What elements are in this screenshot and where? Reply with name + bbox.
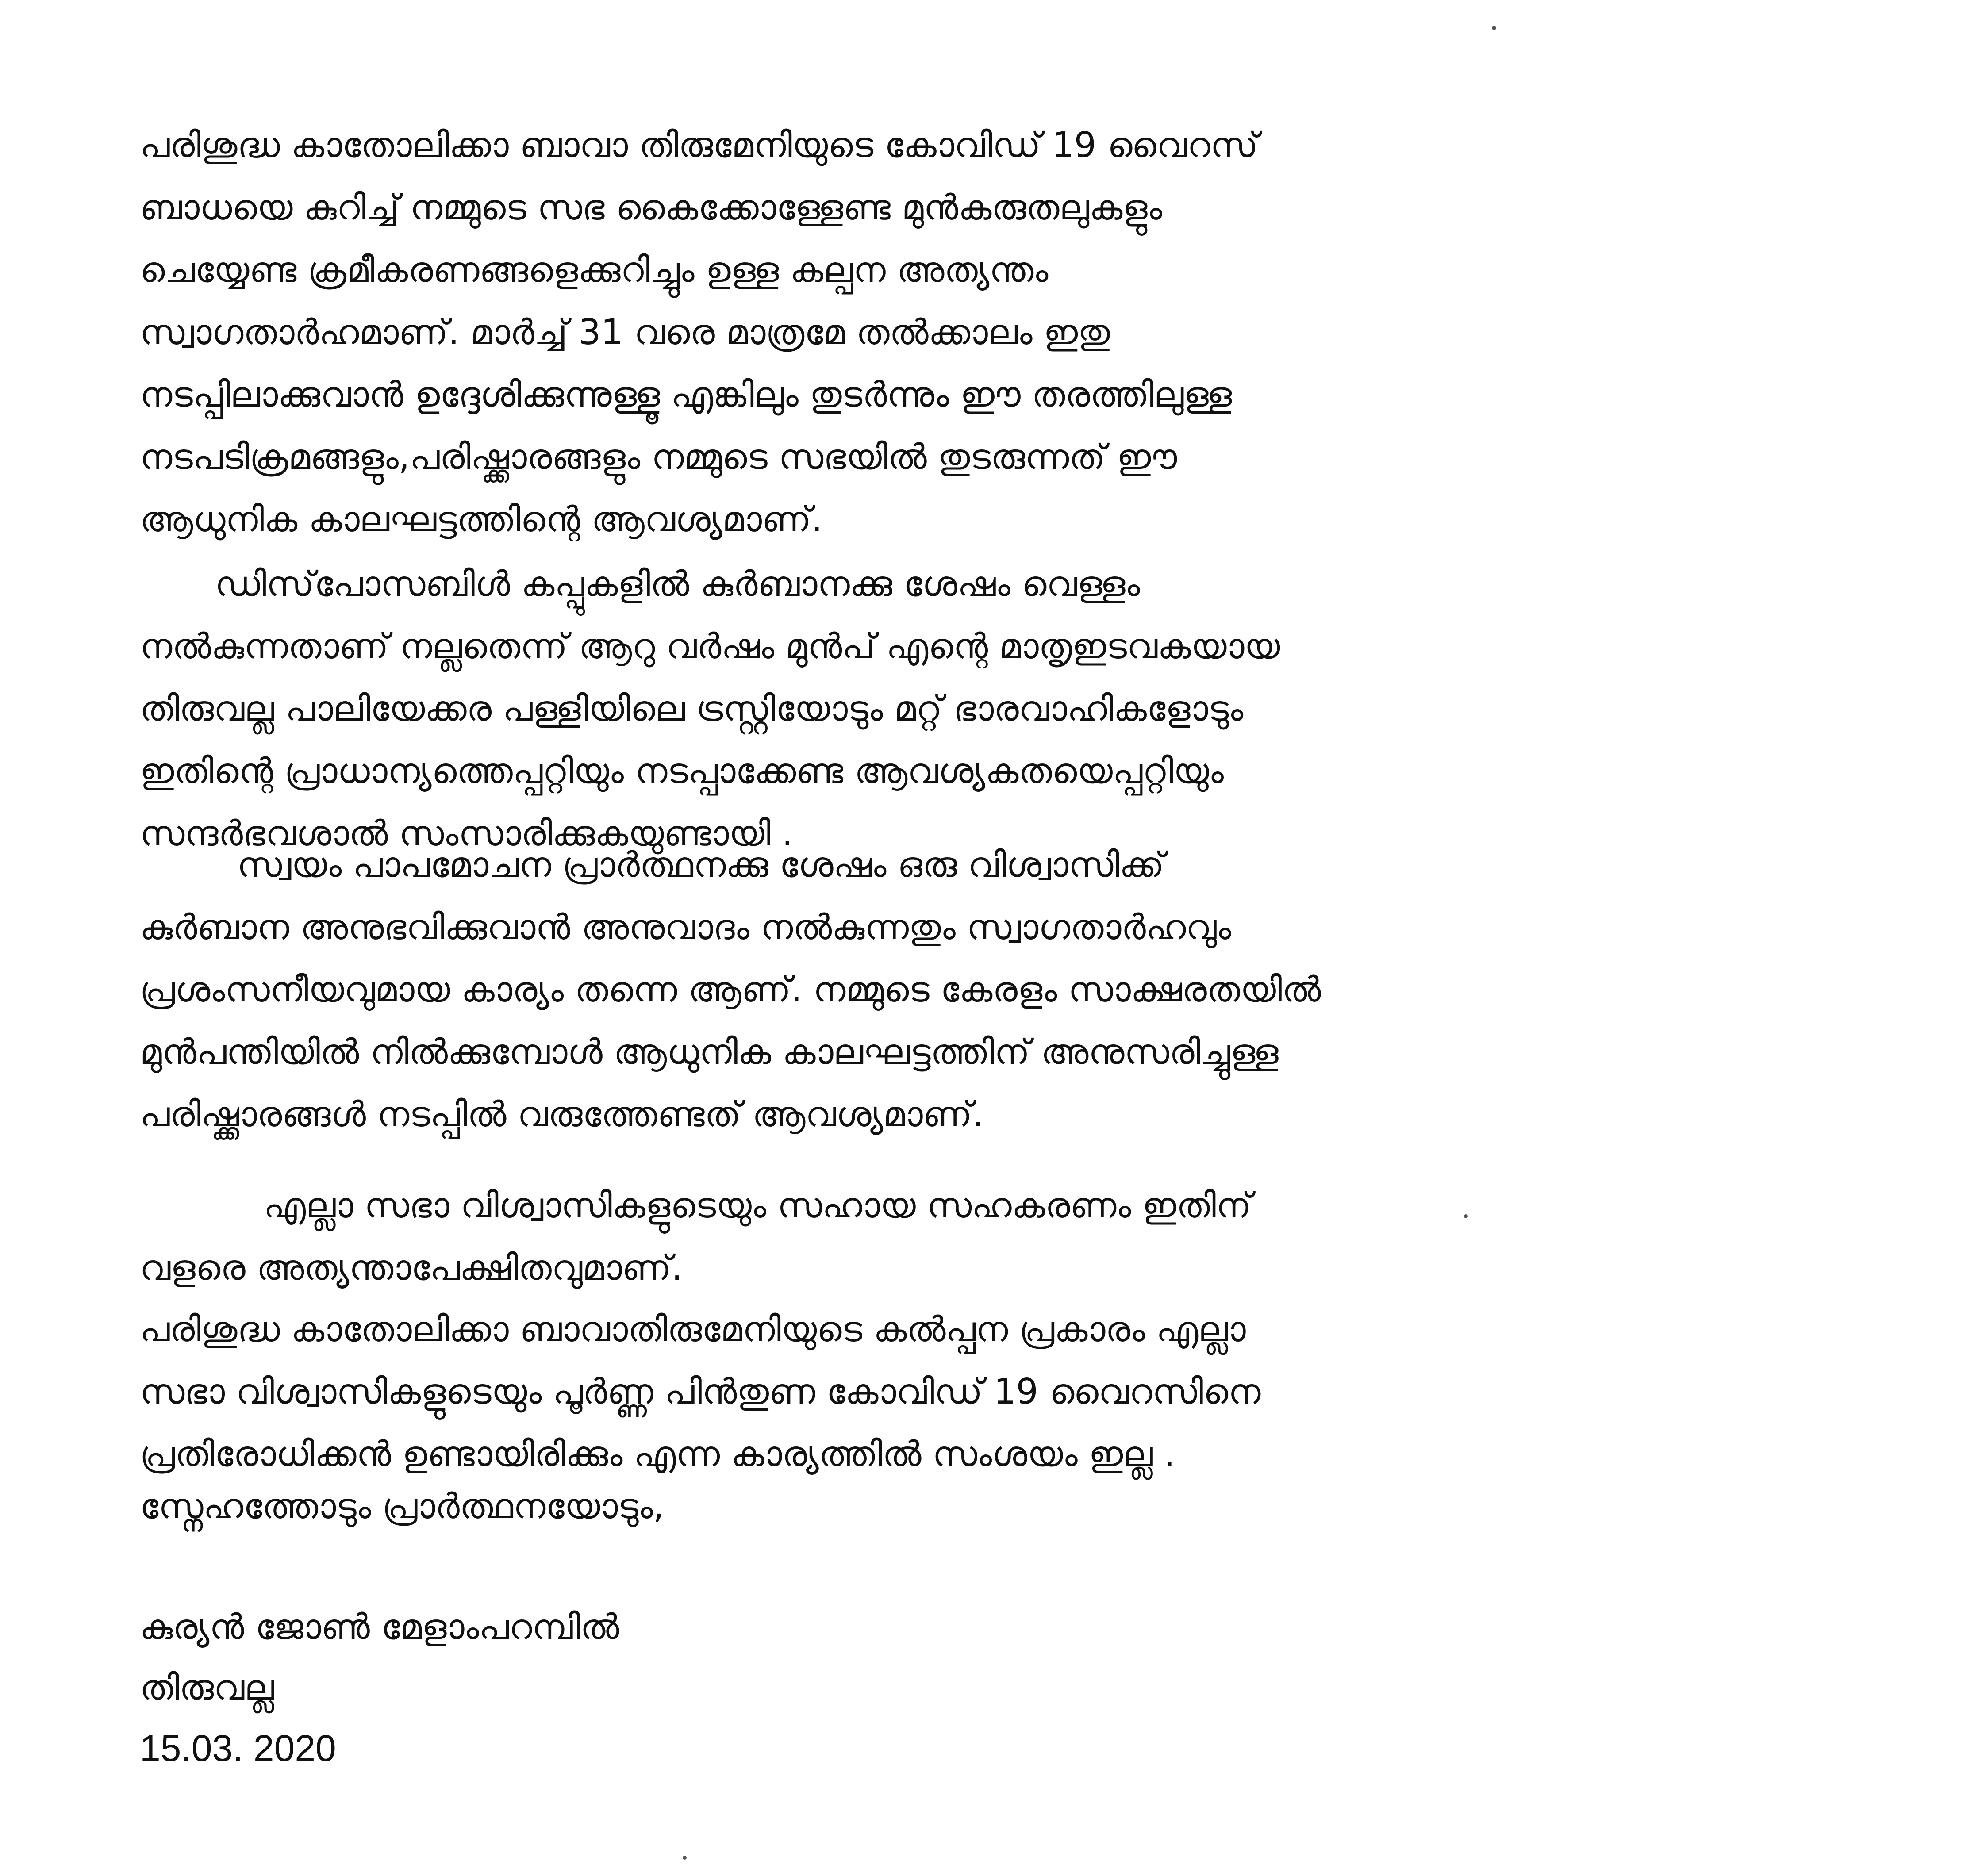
scan-speck [1492, 26, 1496, 30]
letter-date: 15.03. 2020 [140, 1727, 336, 1769]
paragraph-5 [140, 1298, 1892, 1485]
paragraph-4 [140, 1174, 1892, 1299]
scan-speck [683, 1856, 687, 1860]
closing-salutation [140, 1475, 1892, 1538]
closing-line: സ്നേഹത്തോടും പ്രാർത്ഥനയോടും, [140, 1486, 665, 1527]
text-line: പ്രതിരോധിക്കൻ ഉണ്ടായിരിക്കും എന്ന കാര്യത്തിൽ സംശയം ഇല്ല . [140, 1434, 1175, 1474]
text-line: പരിഷ്ക്കാരങ്ങൾ നടപ്പിൽ വരുത്തേണ്ടത് ആവശ്യമാണ്. [140, 1094, 983, 1135]
text-line: ഇതിന്റെ പ്രാധാന്യത്തെപ്പറ്റിയും നടപ്പാക്കേണ്ട ആവശ്യകതയെപ്പറ്റിയും [140, 751, 1224, 791]
text-line: എല്ലാ സഭാ വിശ്വാസികളുടെയും സഹായ സഹകരണം ഇതിന് [264, 1185, 1252, 1226]
text-line: സഭാ വിശ്വാസികളുടെയും പൂർണ്ണ പിൻതുണ കോവിഡ് 19 വൈറസിനെ [140, 1371, 1261, 1412]
signature-block [140, 1597, 1892, 1779]
signer-name: കുര്യൻ ജോൺ മേളാംപറമ്പിൽ [140, 1607, 619, 1647]
text-line: പരിശുദ്ധ കാതോലിക്കാ ബാവാ തിരുമേനിയുടെ കോവിഡ് 19 വൈറസ് [140, 125, 1259, 165]
text-line: നടപ്പിലാക്കുവാൻ ഉദ്ദേശിക്കുന്നുള്ളൂ എങ്കിലും തുടർന്നും ഈ തരത്തിലുള്ള [140, 374, 1232, 415]
text-line: വളരെ അത്യന്താപേക്ഷിതവുമാണ്. [140, 1247, 683, 1288]
text-line: നൽകുന്നതാണ് നല്ലതെന്ന് ആറു വർഷം മുൻപ് എന്റെ മാതൃഇടവകയായ [140, 626, 1280, 667]
text-line: പരിശുദ്ധ കാതോലിക്കാ ബാവാതിരുമേനിയുടെ കൽപ്പന പ്രകാരം എല്ലാ [140, 1309, 1246, 1350]
text-line: ബാധയെ കുറിച്ച് നമ്മുടെ സഭ കൈക്കോള്ളേണ്ട മുൻകരുതലുകളും [140, 187, 1162, 228]
text-line: ആധുനിക കാലഘട്ടത്തിന്റെ ആവശ്യമാണ്. [140, 499, 822, 540]
text-line: ചെയ്യേണ്ട ക്രമീകരണങ്ങളെക്കുറിച്ചും ഉള്ള കല്പന അത്യന്തം [140, 249, 1049, 290]
text-line: മുൻപന്തിയിൽ നിൽക്കുമ്പോൾ ആധുനിക കാലഘട്ടത്തിന് അനുസരിച്ചുള്ള [140, 1032, 1279, 1072]
text-line: ഡിസ്‌പോസബിൾ കപ്പുകളിൽ കുർബാനക്കു ശേഷം വെള്ളം [215, 564, 1140, 604]
scan-speck [1464, 1214, 1468, 1218]
paragraph-2 [140, 553, 1892, 865]
text-line: സ്വാഗതാർഹമാണ്. മാർച്ച് 31 വരെ മാത്രമേ തൽക്കാലം ഇതു [140, 312, 1110, 353]
text-line: നടപടിക്രമങ്ങളും,പരിഷ്ക്കാരങ്ങളും നമ്മുടെ സഭയിൽ തുടരുന്നത് ഈ [140, 437, 1177, 477]
text-line: സ്വയം പാപമോചന പ്രാർത്ഥനക്കു ശേഷം ഒരു വിശ്വാസിക്ക് [237, 844, 1164, 885]
text-line: സന്ദർഭവശാൽ സംസാരിക്കുകയുണ്ടായി . [140, 813, 793, 854]
paragraph-1 [140, 114, 1892, 551]
paragraph-3 [140, 834, 1892, 1146]
signer-place: തിരുവല്ല [140, 1667, 274, 1708]
text-line: തിരുവല്ല പാലിയേക്കര പള്ളിയിലെ ട്രസ്റ്റിയോടും മറ്റ് ഭാരവാഹികളോടും [140, 688, 1244, 729]
text-line: കുർബാന അനുഭവിക്കുവാൻ അനുവാദം നൽകുന്നതും സ്വാഗതാർഹവും [140, 907, 1231, 948]
text-line: പ്രശംസനീയവുമായ കാര്യം തന്നെ ആണ്. നമ്മുടെ കേരളം സാക്ഷരതയിൽ [140, 969, 1321, 1010]
